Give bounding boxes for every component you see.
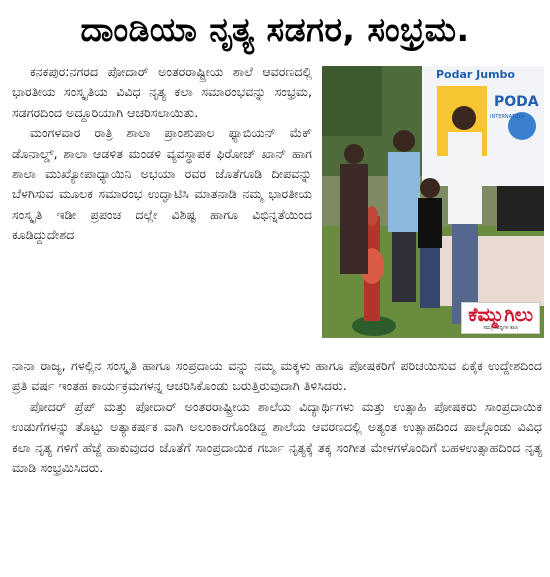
article-paragraph-3 (12, 397, 542, 479)
banner-text-2: PODA (494, 94, 539, 110)
article-paragraph-2 (12, 123, 312, 245)
article-column-full (12, 356, 542, 478)
banner-text: Podar Jumbo (436, 68, 515, 81)
article-paragraph-3-text: ಪೋದರ್ ಪ್ರೆಪ್ ಮತ್ತು ಪೋದಾರ್ ಅಂತರರಾಷ್ಟ್ರೀಯ ಶಾಲೆಯ ವಿದ್ಯಾರ್ಥಿಗಳು ಮತ್ತು ಉತ್ಸಾಹಿ ಪೋಷಕರು ಸಾಂಪ್ರದಾಯಿಕ ಉಡುಗೆಗಳನ್ನು ತೊಟ್ಟು ಅತ್ಯಾಕರ್ಷಕ ವಾಗಿ ಅಲಂಕಾರಗೊಂಡಿದ್ದ ಶಾಲೆಯ ಆವರಣದಲ್ಲಿ ಅತ್ಯಂತ ಉತ್ಸಾಹದಿಂದ ಪಾಲ್ಗೊಂಡು ವಿವಿಧ ಕಲಾ ನೃತ್ಯ ಗಳಿಗೆ ಹೆಜ್ಜೆ ಹಾಕುವುದರ ಜೊತೆಗೆ ಸಾಂಪ್ರದಾಯಿಕ ಗರ್ಬಾ ನೃತ್ಯಕ್ಕೆ ತಕ್ಕ ಸಂಗೀತ ಮೇಳಗಳೊಂದಿಗೆ ಬಹಳಉತ್ಸಾಹದಿಂದ ನೃತ್ಯ ಮಾಡಿ ಸಂಭ್ರಮಿಸಿದರು. (12, 398, 542, 476)
article-paragraph-2-continued: ನಾನಾ ರಾಜ್ಯ, ಗಳಲ್ಲಿನ ಸಂಸ್ಕೃತಿ ಹಾಗೂ ಸಂಪ್ರದಾಯ ವನ್ನು ನಮ್ಮ ಮಕ್ಕಳು ಹಾಗೂ ಪೋಷಕರಿಗೆ ಪರಿಚಯಿಸುವ ಏಕೈಕ ಉದ್ದೇಶದಿಂದ ಪ್ರತಿ ವರ್ಷ ಇಂತಹ ಕಾರ್ಯಕ್ರಮಗಳನ್ನ ಆಚರಿಸಿಕೊಂಡು ಬರುತ್ತಿರುವುದಾಗಿ ತಿಳಿಸಿದರು. (12, 358, 542, 394)
article-paragraph-1-text: ಕನಕಪುರ:ನಗರದ ಪೋದಾರ್ ಅಂತರರಾಷ್ಟ್ರೀಯ ಶಾಲೆ ಆವರಣದಲ್ಲಿ ಭಾರತೀಯ ಸಂಸ್ಕೃತಿಯ ವಿವಿಧ ನೃತ್ಯ ಕಲಾ ಸಮಾರಂಭವನ್ನು ಸಂಭ್ರಮ, ಸಡಗರದಿಂದ ಅದ್ದೂರಿಯಾಗಿ ಆಚರಿಸಲಾಯಿತು. (12, 64, 312, 120)
brand-name: ಕೆಮ್ಮುಗಿಲು (468, 304, 533, 326)
article-column-left (12, 62, 312, 246)
headline: ದಾಂಡಿಯಾ ನೃತ್ಯ ಸಡಗರ, ಸಂಭ್ರಮ. (80, 10, 470, 49)
banner-text-3: INTERNATION (490, 114, 524, 120)
brand-tagline: ಸಮಗ್ರ ಸುದ್ದಿಗಳ ತಾಣ (483, 325, 519, 331)
event-photo (322, 66, 544, 338)
event-photo-illustration (322, 66, 544, 338)
brand-watermark (461, 302, 540, 334)
article-paragraph-1 (12, 62, 312, 123)
article-paragraph-2-text: ಮಂಗಳವಾರ ರಾತ್ರಿ ಶಾಲಾ ಪ್ರಾಂಶುಪಾಲ ಫ್ಯಾಬಿಯನ್ ಮೆಕ್ ಡೊನಾಲ್ಡ್, ಶಾಲಾ ಆಡಳಿತ ಮಂಡಳಿ ವ್ಯವಸ್ಥಾಪಕ ಫಿರೋಜ್ ಖಾನ್ ಹಾಗ ಶಾಲಾ ಮುಖ್ಯೋಪಾಧ್ಯಾಯಿನಿ ಅಭಯಾ ರವರ ಜೊತೆಗೂಡಿ ದೀಪವನ್ನು ಬೆಳಗಿಸುವ ಮೂಲಕ ಸಮಾರಂಭ ಉದ್ಘಾಟಿಸಿ ಮಾತನಾಡಿ ನಮ್ಮ ಭಾರತೀಯ ಸಂಸ್ಕೃತಿ ಇಡೀ ಪ್ರಪಂಚ ದಲ್ಲೇ ವಿಶಿಷ್ಟ ಹಾಗೂ ವಿಭಿನ್ನತೆಯಿಂದ ಕೂಡಿದ್ದುದೇಶದ (12, 125, 312, 243)
